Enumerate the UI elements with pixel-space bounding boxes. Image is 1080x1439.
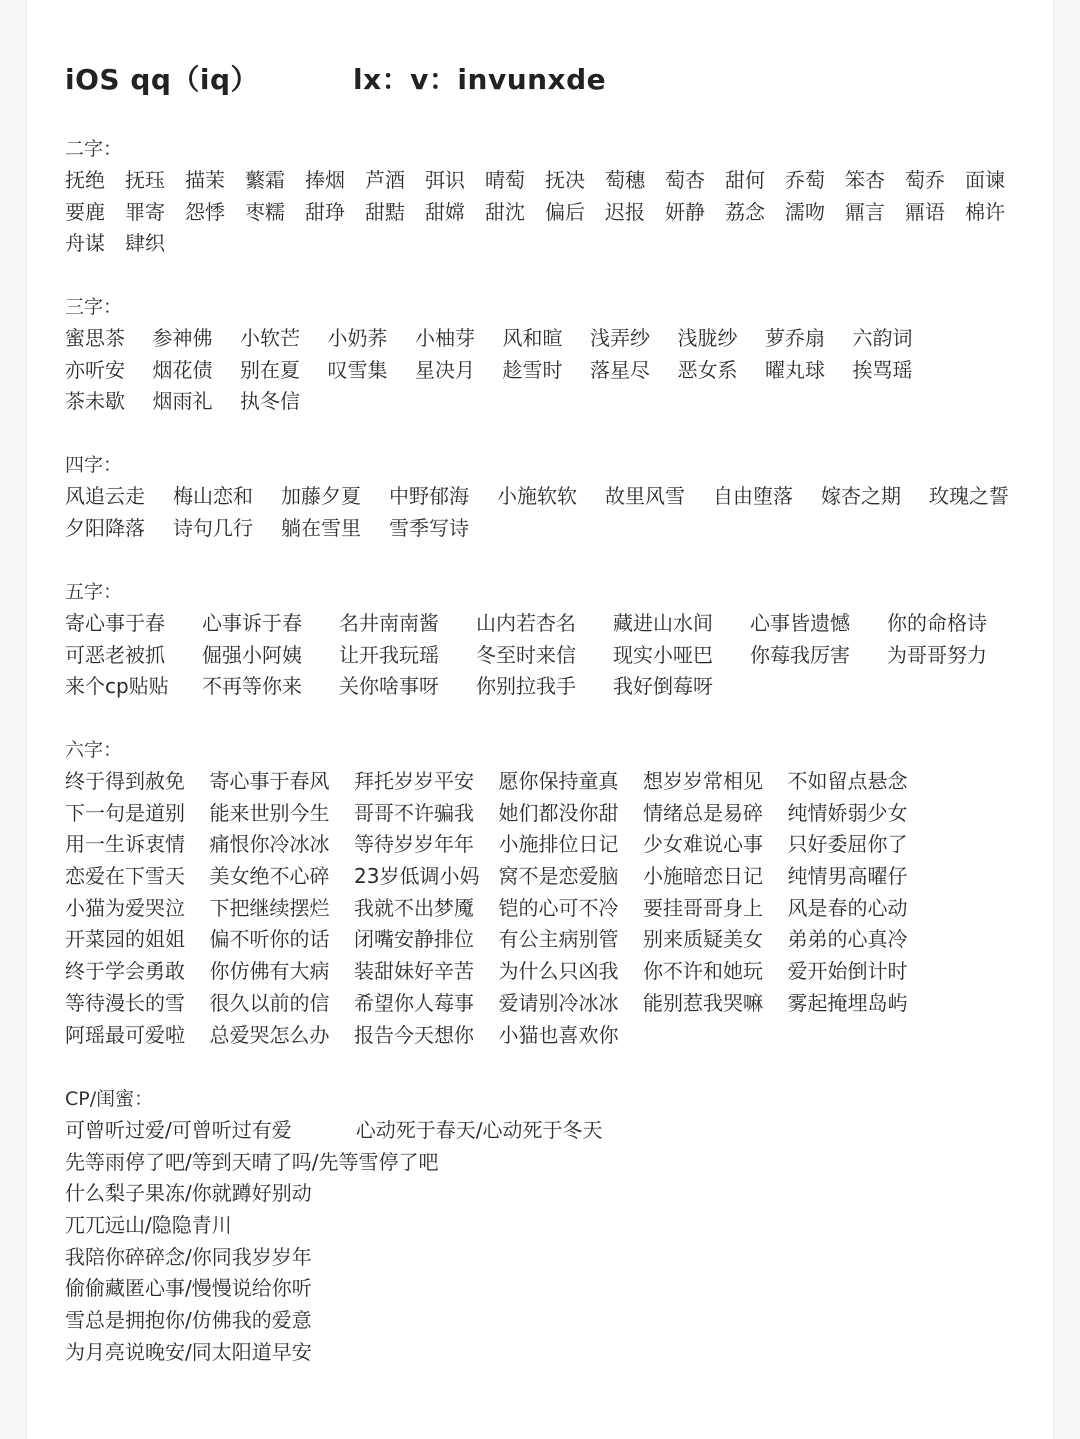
section-title: 五字：: [65, 581, 123, 603]
name-row: [65, 228, 1025, 260]
name-item: 弭识: [425, 168, 465, 192]
name-item: 你莓我厉害: [750, 642, 850, 667]
name-item: 甜何: [725, 168, 765, 192]
name-item: 拜托岁岁平安: [354, 769, 474, 793]
name-item: 甜嫦: [425, 199, 465, 224]
name-item: 你别拉我手: [476, 674, 576, 699]
section-title: 六字：: [65, 739, 123, 761]
name-item: 有公主病别管: [498, 927, 619, 952]
name-item: 挨骂瑶: [852, 357, 913, 382]
name-item: 浅胧纱: [677, 326, 738, 350]
name-item: 躺在雪里: [281, 515, 361, 540]
name-item: 纯情男高曜仔: [787, 864, 908, 889]
section-title: CP/闺蜜：: [65, 1088, 154, 1110]
name-row: [65, 829, 1025, 861]
name-item: 等待岁岁年年: [354, 832, 474, 857]
name-row: [65, 386, 1025, 418]
name-item: 偏后: [545, 199, 585, 224]
name-item: 雾起掩埋岛屿: [787, 990, 908, 1015]
name-row: [65, 1178, 1025, 1210]
name-item: 下一句是道别: [65, 800, 185, 825]
name-item: 落星尽: [590, 357, 650, 382]
name-row: [65, 1305, 1025, 1337]
name-item: 美女绝不心碎: [209, 864, 330, 889]
name-item: 诗句几行: [173, 515, 253, 540]
name-item: 芦酒: [365, 168, 405, 192]
name-item: 舟谋: [65, 231, 105, 256]
name-item: 装甜妹好辛苦: [354, 959, 474, 984]
name-item: 参神佛: [152, 326, 213, 350]
name-item: 浅弄纱: [590, 326, 650, 350]
name-item: 嫁杏之期: [821, 484, 901, 508]
name-item: 怨悸: [185, 199, 225, 224]
name-item: 我好倒莓呀: [613, 674, 713, 699]
name-item: 枣糯: [245, 199, 285, 224]
name-row: [65, 1147, 1025, 1179]
name-item: 风追云走: [65, 484, 145, 508]
name-item: 亦听安: [65, 357, 125, 382]
name-item: 要鹿: [65, 199, 105, 224]
name-row: [65, 861, 1025, 893]
name-row: [65, 197, 1025, 229]
name-item: 曜丸球: [765, 357, 825, 382]
name-item: 甜琤: [305, 199, 345, 224]
name-item: 我陪你碎碎念/你同我岁岁年: [65, 1244, 312, 1269]
name-row: [65, 671, 1025, 703]
name-item: 捧烟: [305, 168, 345, 192]
name-row: [65, 1242, 1025, 1274]
name-item: 趁雪时: [502, 357, 563, 382]
section-title: 二字：: [65, 138, 123, 160]
name-item: 乔萄: [785, 168, 825, 192]
name-item: 叹雪集: [327, 357, 388, 382]
name-item: 闭嘴安静排位: [354, 927, 474, 952]
name-item: 总爱哭怎么办: [209, 1022, 330, 1047]
name-item: 倔强小阿姨: [202, 642, 302, 667]
name-item: 很久以前的信: [209, 990, 330, 1015]
name-item: 弟弟的心真冷: [787, 927, 908, 952]
name-item: 偷偷藏匿心事/慢慢说给你听: [65, 1276, 312, 1301]
name-item: 哥哥不许骗我: [354, 800, 474, 825]
name-item: 烟花债: [152, 357, 213, 382]
name-item: 夕阳降落: [65, 515, 145, 540]
name-item: 小软芒: [240, 326, 300, 350]
name-item: 小柚芽: [415, 326, 475, 350]
name-item: 罪寄: [125, 199, 165, 224]
name-row: [65, 355, 1025, 387]
section-cp-bestie: [65, 1083, 1025, 1369]
name-item: 报告今天想你: [354, 1022, 474, 1047]
name-item: 能别惹我哭嘛: [643, 990, 763, 1015]
name-row: [65, 1273, 1025, 1305]
name-item: 棉许: [965, 199, 1005, 224]
name-item: 寄心事于春: [65, 611, 165, 635]
name-item: 抚决: [545, 168, 585, 192]
name-item: 为哥哥努力: [887, 642, 987, 667]
name-item: 窝不是恋爱脑: [498, 864, 619, 889]
name-item: 不再等你来: [202, 674, 302, 699]
name-item: 下把继续摆烂: [209, 895, 330, 920]
name-item: 抚珏: [125, 168, 165, 192]
name-item: 等待漫长的雪: [65, 990, 185, 1015]
name-item: 雪季写诗: [389, 515, 469, 540]
name-item: 关你啥事呀: [339, 674, 439, 699]
name-item: 少女难说心事: [643, 832, 763, 857]
name-item: 兀兀远山/隐隐青川: [65, 1213, 232, 1238]
name-item: 梅山恋和: [173, 484, 253, 508]
section-title: 四字：: [65, 454, 123, 476]
name-item: 小施暗恋日记: [643, 864, 763, 889]
name-row: [65, 798, 1025, 830]
name-item: 心事诉于春: [202, 611, 302, 635]
name-item: 阿瑶最可爱啦: [65, 1022, 185, 1047]
name-item: 来个cp贴贴: [65, 674, 169, 699]
name-item: 恶女系: [677, 357, 738, 382]
name-item: 心事皆遗憾: [750, 611, 850, 635]
name-item: 先等雨停了吧/等到天晴了吗/先等雪停了吧: [65, 1149, 439, 1174]
name-item: 蜜思茶: [65, 326, 125, 350]
name-item: 抚绝: [65, 168, 105, 192]
name-item: 蘩霜: [245, 168, 285, 192]
name-row: [65, 323, 1025, 355]
name-item: 濡吻: [785, 199, 825, 224]
name-item: 她们都没你甜: [498, 800, 619, 825]
name-row: [65, 513, 1025, 545]
name-item: 甜沈: [485, 199, 525, 224]
name-row: [65, 766, 1025, 798]
name-item: 藏进山水间: [613, 611, 713, 635]
name-row: [65, 893, 1025, 925]
name-item: 情绪总是易碎: [643, 800, 763, 825]
name-item: 你的命格诗: [887, 611, 987, 635]
name-item: 名井南南酱: [339, 611, 439, 635]
name-item: 中野郁海: [389, 484, 469, 508]
name-item: 想岁岁常相见: [643, 769, 763, 793]
name-item: 玫瑰之誓: [929, 484, 1009, 508]
name-item: 你仿佛有大病: [209, 959, 330, 984]
name-item: 为什么只凶我: [498, 959, 619, 984]
name-item: 妍静: [665, 199, 705, 224]
name-item: 荔念: [725, 199, 765, 224]
section-three-char: [65, 291, 1025, 418]
name-item: 笨杏: [845, 168, 885, 192]
name-item: 可恶老被抓: [65, 642, 165, 667]
name-item: 只好委屈你了: [787, 832, 908, 857]
name-item: 冬至时来信: [476, 642, 576, 667]
name-item: 鼏语: [905, 199, 945, 224]
name-item: 让开我玩瑶: [339, 642, 439, 667]
document-header: [65, 58, 607, 98]
name-item: 晴萄: [485, 168, 525, 192]
name-item: 小施软软: [497, 484, 577, 508]
name-item: 雪总是拥抱你/仿佛我的爱意: [65, 1308, 312, 1333]
name-item: 铠的心可不冷: [498, 895, 619, 920]
name-item: 现实小哑巴: [613, 642, 713, 667]
header-contact: lx：v：invunxde: [353, 63, 607, 96]
name-item: 为月亮说晚安/同太阳道早安: [65, 1339, 312, 1364]
name-item: 恋爱在下雪天: [65, 864, 185, 889]
name-item: 星决月: [415, 357, 475, 382]
section-two-char: [65, 133, 1025, 260]
name-item: 不如留点悬念: [787, 769, 908, 793]
name-row: [65, 165, 1025, 197]
name-item: 要挂哥哥身上: [643, 895, 763, 920]
name-item: 别在夏: [240, 357, 300, 382]
name-row: [65, 1115, 1025, 1147]
name-row: [65, 608, 1025, 640]
name-item: 别来质疑美女: [643, 927, 763, 952]
name-item: 痛恨你冷冰冰: [209, 832, 330, 857]
name-item: 我就不出梦魇: [354, 895, 474, 920]
name-item: 风是春的心动: [787, 895, 908, 920]
name-item: 六韵词: [852, 326, 913, 350]
name-item: 用一生诉衷情: [65, 832, 185, 857]
name-item: 自由堕落: [713, 484, 793, 508]
name-item: 故里风雪: [605, 484, 685, 508]
name-item: 纯情娇弱少女: [787, 800, 908, 825]
name-item: 小奶荞: [327, 326, 388, 350]
name-item: 鼏言: [845, 199, 885, 224]
name-item: 风和暄: [502, 326, 563, 350]
name-item: 茶未歇: [65, 389, 125, 414]
name-row: [65, 640, 1025, 672]
section-four-char: [65, 449, 1025, 544]
name-row: [65, 1020, 1025, 1052]
name-row: [65, 1337, 1025, 1369]
name-item: 开菜园的姐姐: [65, 927, 185, 952]
name-item: 烟雨礼: [152, 389, 213, 414]
name-item: 萝乔扇: [765, 326, 825, 350]
name-item: 小施排位日记: [498, 832, 619, 857]
name-item: 愿你保持童真: [498, 769, 619, 793]
section-six-char: [65, 734, 1025, 1051]
name-row: [65, 956, 1025, 988]
name-item: 能来世别今生: [209, 800, 330, 825]
name-item: 你不许和她玩: [643, 959, 763, 984]
name-item: 寄心事于春风: [209, 769, 330, 793]
name-item: 可曾听过爱/可曾听过有爱: [65, 1118, 292, 1142]
name-item: 甜黠: [365, 199, 405, 224]
name-item: 萄乔: [905, 168, 945, 192]
section-title: 三字：: [65, 296, 123, 318]
name-row: [65, 481, 1025, 513]
name-item: 迟报: [605, 199, 645, 224]
name-item: 小猫也喜欢你: [498, 1022, 619, 1047]
name-item: 小猫为爱哭泣: [65, 895, 185, 920]
name-row: [65, 924, 1025, 956]
name-item: 爱请别冷冰冰: [498, 990, 619, 1015]
name-item: 偏不听你的话: [209, 927, 330, 952]
name-item: 终于学会勇敢: [65, 959, 185, 984]
name-item: 山内若杏名: [476, 611, 576, 635]
name-row: [65, 1210, 1025, 1242]
name-item: 23岁低调小妈: [354, 864, 480, 889]
name-item: 肆织: [125, 231, 165, 256]
name-item: 描茉: [185, 168, 225, 192]
section-five-char: [65, 576, 1025, 703]
header-title: iOS qq（iq）: [65, 63, 260, 96]
name-item: 什么梨子果冻/你就蹲好别动: [65, 1181, 312, 1206]
name-item: 萄穗: [605, 168, 645, 192]
name-item: 爱开始倒计时: [787, 959, 908, 984]
name-item: 萄杏: [665, 168, 705, 192]
name-item: 面谏: [965, 168, 1005, 192]
name-item: 希望你人莓事: [354, 990, 474, 1015]
name-item: 执冬信: [240, 389, 300, 414]
name-item: 终于得到赦免: [65, 769, 185, 793]
name-item: 加藤夕夏: [281, 484, 361, 508]
name-item: 心动死于春天/心动死于冬天: [355, 1118, 603, 1142]
name-row: [65, 988, 1025, 1020]
